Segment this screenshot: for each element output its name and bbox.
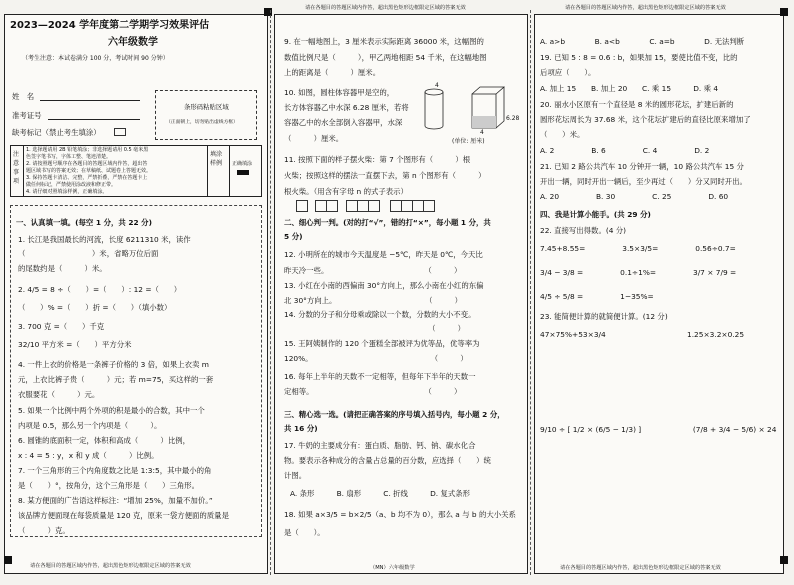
q-line: 后项应（ ）。 (540, 68, 596, 77)
q-line: 15. 王阿姨制作的 120 个蛋糕全部被评为优等品，优等率为 (284, 339, 480, 348)
q-line: 长方体容器乙中水深 6.28 厘米，若将 (284, 103, 409, 112)
notice-line: 2. 请按照题号顺序在各题目的答题区域内作答，超出答 (26, 161, 148, 167)
name-label: 姓 名 (12, 92, 35, 101)
q-line: 定相等。 （ ） (284, 387, 462, 396)
option-line: A. a>b B. a<b C. a=b D. 无法判断 (540, 37, 745, 46)
name-input[interactable] (40, 100, 140, 101)
q-line: 衣服要花（ ）元。 (18, 390, 100, 399)
fold-line (270, 10, 271, 575)
footer-warning: 请在各题目的答题区域内作答，超出黑色矩形边框限定区域的答案无效 (560, 565, 721, 571)
q-line: 11. 按照下面的样子摆火柴：第 7 个图形有（ ）根 (284, 155, 471, 164)
fig-dim: 6.28 (506, 115, 520, 122)
q-line: （ ）克。 (18, 526, 70, 535)
calc-row: 47×75%+53×3/4 1.25×3.2×0.25 (540, 330, 745, 339)
registration-mark (780, 556, 788, 564)
q-line: 是（ ）。 (284, 528, 325, 537)
section-heading: 二、细心判一判。(对的打“√”，错的打“×”，每小题 1 分，共 (284, 218, 491, 227)
q-line: 数值比例尺是（ ），甲乙两地相距 54 千米，在这幅地图 (284, 53, 487, 62)
header-warning: 请在各题目的答题区域内作答，超出黑色矩形边框限定区域的答案无效 (565, 5, 726, 11)
option-line: A. 条形 B. 扇形 C. 折线 D. 复式条形 (290, 489, 471, 498)
q-line: 32/10 平方米 =（ ）平方分米 (18, 340, 132, 349)
q-line: 4. 一件上衣的价格是一条裤子价格的 3 倍，如果上衣卖 m (18, 360, 209, 369)
section-heading: 四、我是计算小能手。(共 29 分) (540, 210, 651, 219)
notice-line: 色签字笔书写，字体工整、笔迹清楚。 (26, 154, 112, 160)
sample-filled-mark (237, 170, 249, 175)
footer-page: （MN）六年级数学 (370, 565, 415, 571)
q-line: 21. 已知 2 路公共汽车 10 分钟开一辆，10 路公共汽车 15 分 (540, 162, 744, 171)
q-line: 5. 如果一个比例中两个外项的积是最小的合数，其中一个 (18, 406, 205, 415)
notice-line: 题区域书写的答案无效；在草稿纸、试题卷上答题无效。 (26, 168, 152, 174)
fig-label: (单位: 厘米) (452, 138, 485, 145)
matchstick-square (368, 200, 380, 212)
section-heading: 5 分) (284, 232, 303, 241)
q-line: 19. 已知 5 : 8 = 0.6 : b，如果加 15，要使比值不变，比的 (540, 53, 738, 62)
ticket-label: 准考证号 (12, 111, 42, 120)
notice-line: 1. 选择题请用 2B 铅笔填涂；非选择题请用 0.5 毫米黑 (26, 147, 149, 153)
q-line: 6. 圆锥的底面积一定，体积和高成（ ）比例， (18, 436, 190, 445)
registration-mark (780, 8, 788, 16)
calc-row: 9/10 ÷ [ 1/2 × (6/5 − 1/3) ] (7/8 + 3/4 − 5/6) × 24 (540, 425, 777, 434)
footer-warning: 请在各题目的答题区域内作答，超出黑色矩形边框限定区域的答案无效 (30, 563, 191, 569)
option-line: A. 20 B. 30 C. 25 D. 60 (540, 192, 729, 201)
q-line: 火柴；按照这样的摆法一直摆下去，第 n 个图形有（ ） (284, 171, 486, 180)
cylinder-bottom (425, 126, 443, 129)
exam-note: （考生注意：本试卷满分 100 分，考试时间 90 分钟） (22, 55, 169, 62)
absent-label: 缺考标记（禁止考生填涂） (12, 128, 101, 137)
barcode-hint: （正面朝上，切勿贴出虚线方框） (166, 120, 238, 125)
section-heading: 共 16 分) (284, 424, 318, 433)
notice-line: 3. 保持答题卡清洁、完整，严禁折叠，严禁在答题卡上 (26, 175, 148, 181)
notice-line: 做任何标记，严禁使用涂改液和修正带。 (26, 182, 117, 188)
matchstick-square (423, 200, 435, 212)
q-line: 7. 一个三角形的三个内角度数之比是 1:3:5，其中最小的角 (18, 466, 212, 475)
q-line: 20. 丽水小区原有一个直径是 8 米的圆形花坛，扩建后新的 (540, 100, 734, 109)
barcode-area (155, 90, 257, 140)
section-heading: 三、精心选一选。(请把正确答案的序号填入括号内，每小题 2 分， (284, 410, 505, 419)
fig-dim: 4 (435, 82, 439, 89)
option-line: A. 加上 15 B. 加上 20 C. 乘 15 D. 乘 4 (540, 84, 719, 93)
absent-checkbox[interactable] (114, 128, 126, 136)
q-line: 120%。 （ ） (284, 354, 468, 363)
q-line: 昨天冷一些。 （ ） (284, 266, 462, 275)
option-line: A. 2 B. 6 C. 4 D. 2 (540, 146, 710, 155)
fig-dim: 4 (480, 129, 484, 136)
calc-row: 4/5 ÷ 5/8 = 1−35%= (540, 292, 654, 301)
q-line: 10. 如图，圆柱体容器甲是空的， (284, 88, 395, 97)
exam-subject: 六年级数学 (108, 37, 158, 48)
ticket-input[interactable] (48, 119, 140, 120)
q-line: 14. 分数的分子和分母乘或除以一个数，分数的大小不变。 (284, 310, 476, 319)
q-line: 圆形花坛周长为 37.68 米，这个花坛扩建后的直径比原来增加了 (540, 115, 751, 124)
q-line: 北 30°方向上。 （ ） (284, 296, 463, 305)
notice-box (10, 145, 262, 197)
q-line: 物。要表示各种成分的含量占总量的百分数，应选择（ ）统 (284, 456, 491, 465)
registration-mark (4, 556, 12, 564)
q-line: （ ）厘米。 (284, 134, 344, 143)
q-line: 9. 在一幅地图上，3 厘米表示实际距离 36000 米，这幅图的 (284, 37, 484, 46)
q-line: x : 4 = 5 : y，x 和 y 成（ ）比例。 (18, 451, 159, 460)
q-line: 22. 直接写出得数。(4 分) (540, 226, 627, 235)
q-line: 17. 牛奶的主要成分有：蛋白质、脂肪、钙、钠、碳水化合 (284, 441, 476, 450)
matchstick-square (326, 200, 338, 212)
barcode-title: 条形码粘贴区域 (184, 103, 229, 111)
cuboid-top (472, 87, 504, 94)
calc-row: 3/4 − 3/8 = 0.1÷1%= 3/7 × 7/9 = (540, 268, 737, 277)
q-line: 是（ ）°，按角分，这个三角形是（ ）三角形。 (18, 481, 200, 490)
q-line: （ ）米。 (540, 130, 585, 139)
q-line: （ ）米，省略万位后面 (18, 249, 159, 258)
q-line: 8. 某方便面的广告语这样标注：“增加 25%，加量不加价。” (18, 496, 213, 505)
header-warning: 请在各题目的答题区域内作答，超出黑色矩形边框限定区域的答案无效 (305, 5, 466, 11)
q-line: 的尾数约是（ ）米。 (18, 264, 107, 273)
q-line: 计图。 (284, 471, 307, 480)
q-line: 元，上衣比裤子贵（ ）元；若 m=75，买这样的一套 (18, 375, 214, 384)
q-line: 2. 4/5 = 8 ÷（ ）=（ ）: 12 =（ ） (18, 285, 182, 294)
calc-row: 7.45+8.55= 3.5×3/5= 0.56÷0.7= (540, 244, 736, 253)
q-line: 容器乙中的水全部倒入容器甲，水深 (284, 118, 403, 127)
exam-title: 2023—2024 学年度第二学期学习效果评估 (10, 20, 210, 31)
q-line: 13. 小红在小南的西偏南 30°方向上，那么小南在小红的东偏 (284, 281, 484, 290)
q-line: 该品牌方便面现在每袋质量是 120 克，原来一袋方便面的质量是 (18, 511, 229, 520)
section-heading: 一、认真填一填。(每空 1 分，共 22 分) (16, 218, 152, 227)
sample-label: 填涂样例 (210, 151, 223, 167)
q-line: 1. 长江是我国最长的河流，长度 6211310 米，读作 (18, 235, 191, 244)
cylinder-top (425, 89, 443, 95)
q-line: 3. 700 克 =（ ）千克 (18, 322, 105, 331)
notice-line: 4. 请仔细对照填涂样例，正确填涂。 (26, 189, 108, 195)
q-line: 根火柴。（用含有字母 n 的式子表示） (284, 187, 408, 196)
q-line: 开出一辆，同时开出一辆后，至少再过（ ）分又同时开出。 (540, 177, 747, 186)
q-line: 内项是 0.5，那么另一个内项是（ ）。 (18, 421, 162, 430)
matchstick-square (296, 200, 308, 212)
sample-correct: 正确填涂 (232, 161, 253, 167)
q-line: 上的距离是（ ）厘米。 (284, 68, 381, 77)
water-level (472, 116, 496, 128)
q-line: 23. 能简便计算的就简便计算。(12 分) (540, 312, 668, 321)
q-line: （ ） (284, 324, 466, 333)
q-line: 12. 小明所在的城市今天温度是 −5℃，昨天是 0℃，今天比 (284, 250, 483, 259)
q-line: 18. 如果 a×3/5 = b×2/5（a、b 均不为 0），那么 a 与 b 的大小关系 (284, 510, 516, 519)
fold-line (530, 10, 531, 575)
q-line: 16. 每年上半年的天数不一定相等，但每年下半年的天数一 (284, 372, 476, 381)
q-line: （ ）% =（ ）折 =（ ）（填小数） (18, 303, 172, 312)
notice-label: 注 意 事 项 (13, 151, 20, 185)
